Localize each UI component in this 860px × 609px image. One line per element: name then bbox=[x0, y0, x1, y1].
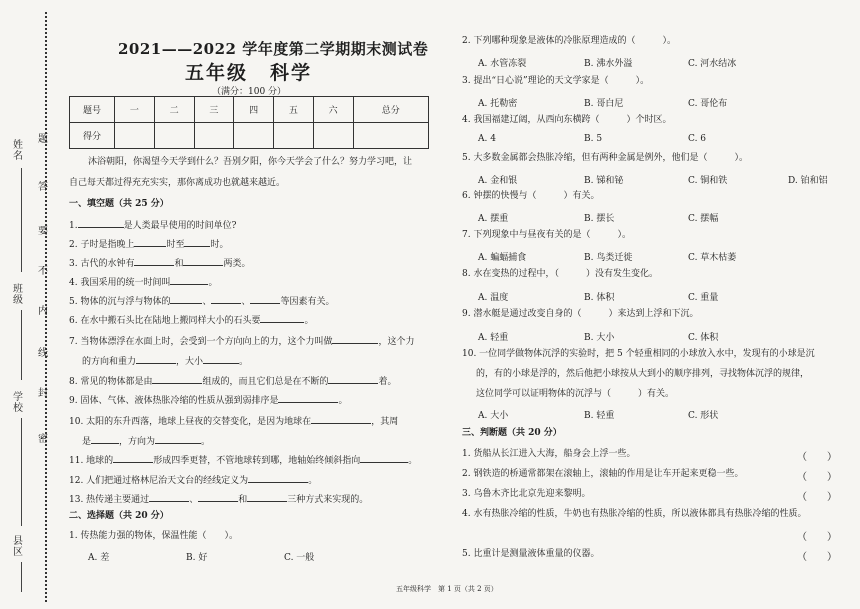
choice-option[interactable]: C. 形状 bbox=[688, 411, 719, 421]
choice-option[interactable]: B. 锑和铋 bbox=[584, 176, 624, 186]
choice-option[interactable]: A. 差 bbox=[88, 553, 110, 563]
judge-question: 1. 货船从长江进入大海，船身会上浮一些。 bbox=[462, 449, 636, 459]
fill-question: 8. 常见的物体都是由 组成的，而且它们总是在不断的 着。 bbox=[69, 374, 396, 388]
fill-question: 13. 热传递主要通过 、 和 三种方式来实现的。 bbox=[69, 492, 368, 506]
fill-question: 2. 子时是指晚上 时至 时。 bbox=[69, 237, 228, 251]
choice-option[interactable]: C. 摆幅 bbox=[688, 214, 719, 224]
intro-line: 自己每天都过得充充实实，那你离成功也就越来越近。 bbox=[69, 178, 286, 188]
score-cell[interactable] bbox=[154, 123, 194, 149]
score-header-cell: 二 bbox=[154, 97, 194, 123]
choice-option[interactable]: A. 4 bbox=[478, 134, 496, 144]
choice-question: 6. 钟摆的快慢与（ ）有关。 bbox=[462, 191, 600, 201]
choice-question: 4. 我国福建辽阔，从西向东横跨（ ）个时区。 bbox=[462, 115, 672, 125]
score-cell[interactable] bbox=[115, 123, 155, 149]
choice-option[interactable]: C. 6 bbox=[688, 134, 707, 144]
answer-paren[interactable]: （ ） bbox=[797, 452, 837, 463]
district-label: 县区 bbox=[13, 536, 23, 558]
choice-option[interactable]: C. 哥伦布 bbox=[688, 99, 728, 109]
choice-option[interactable]: C. 重量 bbox=[688, 293, 719, 303]
section-fill-title: 一、填空题（共 25 分） bbox=[69, 199, 169, 209]
seal-char: 要 bbox=[38, 226, 48, 237]
choice-option[interactable]: B. 体积 bbox=[584, 293, 615, 303]
judge-question: 5. 比重计是测量液体重量的仪器。 bbox=[462, 549, 600, 559]
answer-paren[interactable]: （ ） bbox=[797, 532, 837, 543]
fill-question-cont: 的方向和重力 ，大小 。 bbox=[82, 354, 248, 368]
choice-option[interactable]: C. 河水结冰 bbox=[688, 59, 737, 69]
choice-question-cont: 的，有的小球是浮的，然后他把小球按从大到小的顺序排列，寻找物体沉浮的规律， bbox=[476, 369, 810, 379]
choice-option[interactable]: B. 轻重 bbox=[584, 411, 615, 421]
score-header-cell: 总分 bbox=[353, 97, 429, 123]
class-underline bbox=[21, 310, 22, 380]
judge-question: 3. 乌鲁木齐比北京先迎来黎明。 bbox=[462, 489, 591, 499]
answer-paren[interactable]: （ ） bbox=[797, 472, 837, 483]
seal-char: 封 bbox=[38, 388, 48, 399]
fill-question: 3. 古代的水钟有 和 两类。 bbox=[69, 256, 250, 270]
choice-option[interactable]: C. 体积 bbox=[688, 333, 719, 343]
fill-question: 9. 固体、气体、液体热胀冷缩的性质从强到弱排序是 。 bbox=[69, 393, 347, 407]
answer-paren[interactable]: （ ） bbox=[797, 492, 837, 503]
section-judge-title: 三、判断题（共 20 分） bbox=[462, 428, 562, 438]
choice-option[interactable]: C. 一般 bbox=[284, 553, 315, 563]
choice-option[interactable]: B. 大小 bbox=[584, 333, 615, 343]
choice-option[interactable]: A. 大小 bbox=[478, 411, 509, 421]
fill-question: 12. 人们把通过格林尼治天文台的经线定义为 。 bbox=[69, 473, 317, 487]
fill-question: 11. 地球的 形成四季更替，不管地球转到哪，地轴始终倾斜指向 。 bbox=[69, 453, 417, 467]
school-label: 学校 bbox=[13, 392, 23, 414]
section-choice-title: 二、选择题（共 20 分） bbox=[69, 511, 169, 521]
choice-option[interactable]: B. 摆长 bbox=[584, 214, 615, 224]
score-cell[interactable] bbox=[353, 123, 429, 149]
name-label: 姓名 bbox=[13, 140, 23, 162]
score-table bbox=[69, 96, 429, 149]
fill-question: 10. 太阳的东升西落，地球上昼夜的交替变化，是因为地球在 ，其周 bbox=[69, 414, 398, 428]
score-header-cell: 题号 bbox=[70, 97, 115, 123]
choice-option[interactable]: A. 轻重 bbox=[478, 333, 509, 343]
fill-question: 7. 当物体漂浮在水面上时，会受到一个方向向上的力，这个力叫做 ，这个力 bbox=[69, 334, 414, 348]
choice-option[interactable]: C. 草木枯萎 bbox=[688, 253, 737, 263]
exam-subtitle bbox=[185, 58, 312, 85]
score-header-cell: 六 bbox=[313, 97, 353, 123]
score-cell[interactable] bbox=[194, 123, 234, 149]
choice-question-cont: 这位同学可以证明物体的沉浮与（ ）有关。 bbox=[476, 389, 675, 399]
score-header-cell: 一 bbox=[115, 97, 155, 123]
choice-option[interactable]: D. 铂和铝 bbox=[788, 176, 828, 186]
score-table-row bbox=[70, 123, 429, 149]
score-header-cell: 三 bbox=[194, 97, 234, 123]
choice-option[interactable]: A. 摆重 bbox=[478, 214, 509, 224]
school-underline bbox=[21, 418, 22, 526]
seal-char: 不 bbox=[38, 266, 48, 277]
fill-question: 5. 物体的沉与浮与物体的 、 、 等因素有关。 bbox=[69, 294, 335, 308]
seal-char: 线 bbox=[38, 348, 48, 359]
exam-title: 2021——2022 学年度第二学期期末测试卷 bbox=[118, 40, 429, 58]
score-row-label: 得分 bbox=[70, 123, 115, 149]
choice-option[interactable]: C. 铜和铁 bbox=[688, 176, 728, 186]
choice-question: 5. 大多数金属都会热胀冷缩，但有两种金属是例外，他们是（ ）。 bbox=[462, 153, 748, 163]
district-underline bbox=[21, 562, 22, 592]
seal-char: 题 bbox=[38, 134, 48, 145]
score-cell[interactable] bbox=[313, 123, 353, 149]
fill-question-cont: 是 ，方向为 。 bbox=[82, 434, 210, 448]
subject-label: 科学 bbox=[270, 62, 313, 84]
fill-question: 4. 我国采用的统一时间叫 。 bbox=[69, 275, 217, 289]
choice-question: 10. 一位同学做物体沉浮的实验时，把 5 个轻重相同的小球放入水中，发现有的小球是沉 bbox=[462, 349, 815, 359]
choice-option[interactable]: B. 5 bbox=[584, 134, 603, 144]
choice-option[interactable]: B. 沸水外溢 bbox=[584, 59, 633, 69]
class-label: 班级 bbox=[13, 284, 23, 306]
choice-option[interactable]: B. 哥白尼 bbox=[584, 99, 624, 109]
judge-question: 4. 水有热胀冷缩的性质，牛奶也有热胀冷缩的性质，所以液体都具有热胀冷缩的性质。 bbox=[462, 509, 807, 519]
choice-option[interactable]: A. 蝙蝠捕食 bbox=[478, 253, 527, 263]
choice-option[interactable]: A. 金和银 bbox=[478, 176, 518, 186]
score-header-cell: 四 bbox=[234, 97, 274, 123]
name-underline bbox=[21, 168, 22, 272]
grade-label: 五年级 bbox=[185, 62, 249, 84]
choice-option[interactable]: B. 好 bbox=[186, 553, 208, 563]
seal-char: 答 bbox=[38, 182, 48, 193]
full-score: （满分：100 分） bbox=[212, 87, 287, 97]
choice-option[interactable]: A. 温度 bbox=[478, 293, 509, 303]
choice-question: 7. 下列现象中与昼夜有关的是（ ）。 bbox=[462, 230, 631, 240]
intro-line: 沐浴朝阳，你渴望今天学到什么？吾别夕阳，你今天学会了什么？努力学习吧，让 bbox=[88, 157, 413, 167]
choice-option[interactable]: A. 托勒密 bbox=[478, 99, 518, 109]
score-table-header-row bbox=[70, 97, 429, 123]
score-cell[interactable] bbox=[234, 123, 274, 149]
seal-char: 密 bbox=[38, 434, 48, 445]
seal-char: 内 bbox=[38, 306, 48, 317]
score-header-cell: 五 bbox=[274, 97, 314, 123]
choice-question: 2. 下列哪种现象是液体的冷胀原理造成的（ ）。 bbox=[462, 36, 676, 46]
choice-question: 3. 提出“日心说”理论的天文学家是（ ）。 bbox=[462, 76, 650, 86]
answer-paren[interactable]: （ ） bbox=[797, 552, 837, 563]
choice-option[interactable]: A. 水管冻裂 bbox=[478, 59, 527, 69]
fill-question: 1. 是人类最早使用的时间单位? bbox=[69, 218, 236, 232]
fill-question: 6. 在水中搬石头比在陆地上搬同样大小的石头要 。 bbox=[69, 313, 313, 327]
score-cell[interactable] bbox=[274, 123, 314, 149]
choice-question: 9. 潜水艇是通过改变自身的（ ）来达到上浮和下沉。 bbox=[462, 309, 699, 319]
judge-question: 2. 钢铁造的桥通常都架在滚轴上，滚轴的作用是让车开起来更稳一些。 bbox=[462, 469, 744, 479]
choice-option[interactable]: B. 鸟类迁徙 bbox=[584, 253, 633, 263]
page-footer: 五年级科学 第 1 页（共 2 页） bbox=[396, 585, 498, 593]
choice-question: 1. 传热能力强的物体，保温性能（ ）。 bbox=[69, 531, 238, 541]
choice-question: 8. 水在变热的过程中，（ ）没有发生变化。 bbox=[462, 269, 658, 279]
